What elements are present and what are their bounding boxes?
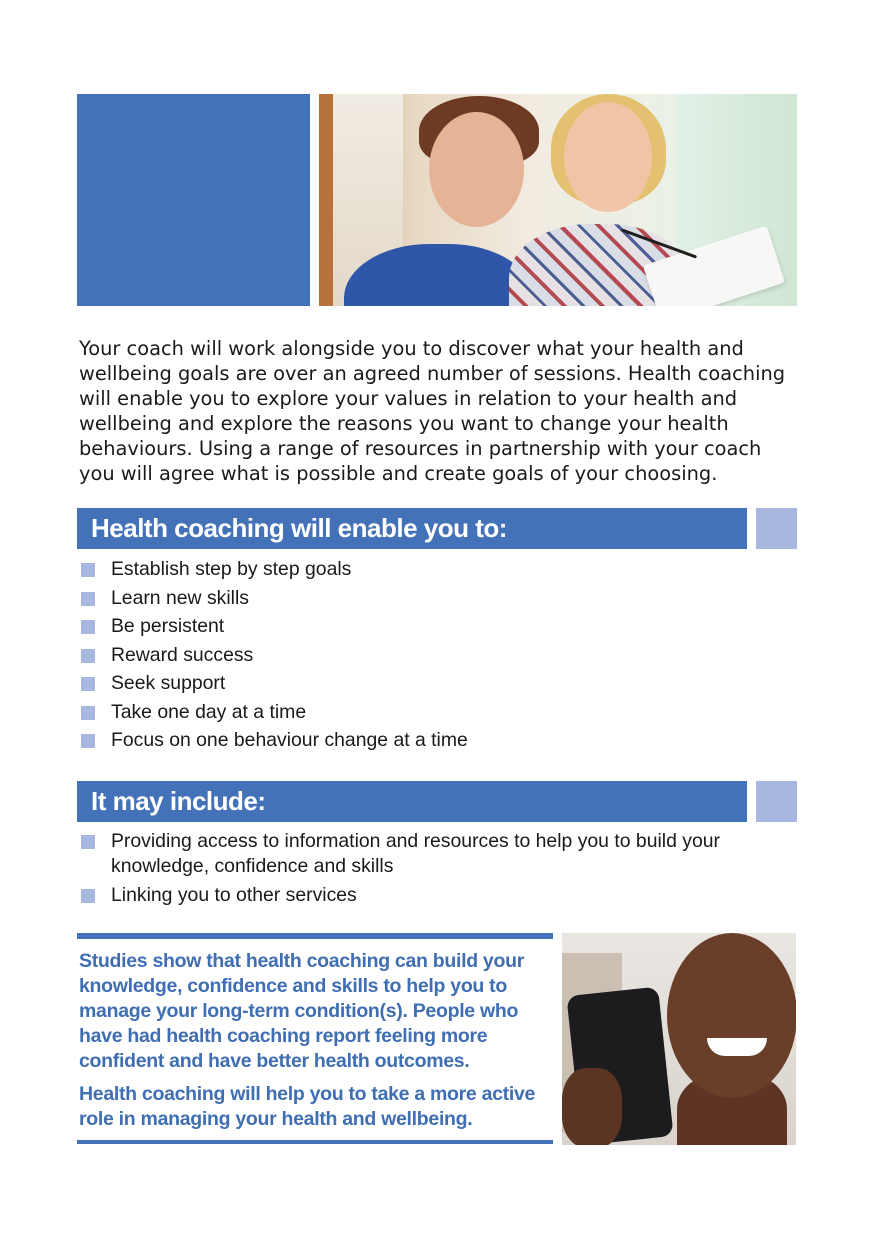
- list-item-text: Linking you to other services: [111, 884, 357, 906]
- section1-accent-square: [756, 508, 797, 549]
- photo-person2-head: [564, 102, 652, 212]
- list-item: [79, 586, 799, 615]
- list-item-text: Focus on one behaviour change at a time: [111, 729, 468, 751]
- bullet-square-icon: [81, 649, 95, 663]
- bullet-square-icon: [81, 835, 95, 849]
- photo-woman-smiling-at-phone: [562, 933, 796, 1145]
- section1-heading: Health coaching will enable you to:: [91, 513, 507, 543]
- section1-list: [79, 557, 799, 757]
- photo-person1-head: [429, 112, 524, 227]
- photo-person-hand: [562, 1068, 622, 1145]
- bullet-square-icon: [81, 677, 95, 691]
- list-item-text: Be persistent: [111, 615, 225, 637]
- photo-person-smile: [707, 1038, 767, 1056]
- list-item-text: Reward success: [111, 643, 254, 666]
- bullet-square-icon: [81, 706, 95, 720]
- photo-two-women-reviewing-notes: [319, 94, 797, 306]
- list-item: [79, 728, 799, 757]
- list-item-text: Learn new skills: [111, 586, 249, 609]
- bullet-square-icon: [81, 563, 95, 577]
- list-item: [79, 700, 799, 729]
- section2-heading: It may include:: [91, 786, 266, 816]
- callout-bottom-rule: [77, 1140, 553, 1144]
- list-item-text: Take one day at a time: [111, 700, 307, 723]
- list-item: [79, 557, 799, 586]
- intro-paragraph: Your coach will work alongside you to discover what your health and wellbeing goals are over an agreed number of sessions. Health coaching will enable you to explore your values in relation to your health and wellbeing and explore the reasons you want to change your health behaviours. Using a range of resources in partnership with your coach you will agree what is possible and create goals of your choosing.: [79, 337, 786, 485]
- bullet-square-icon: [81, 620, 95, 634]
- callout-top-rule: [77, 933, 553, 939]
- decorative-blue-block: [77, 94, 310, 306]
- bullet-square-icon: [81, 889, 95, 903]
- list-item: [79, 829, 799, 879]
- section2-list: [79, 829, 799, 912]
- callout-paragraph-2: Health coaching will help you to take a more active role in managing your health and wellbeing.: [79, 1083, 536, 1130]
- callout-paragraph-1: Studies show that health coaching can build your knowledge, confidence and skills to help you to manage your long-term condition(s). People who have had health coaching report feeling more confident and have better health outcomes.: [79, 950, 524, 1072]
- section2-accent-square: [756, 781, 797, 822]
- list-item-text: Providing access to information and resources to help you to build your knowledge, confidence and skills: [111, 830, 720, 877]
- bullet-square-icon: [81, 734, 95, 748]
- callout-box: [79, 949, 555, 1140]
- list-item-text: Seek support: [111, 672, 226, 694]
- list-item: [79, 883, 799, 908]
- list-item: [79, 671, 799, 700]
- list-item: [79, 614, 799, 643]
- list-item-text: Establish step by step goals: [111, 558, 352, 580]
- list-item: [79, 643, 799, 672]
- section2-heading-bar: [77, 781, 747, 822]
- photo-person-face: [667, 933, 796, 1098]
- photo-door-frame: [319, 94, 333, 306]
- bullet-square-icon: [81, 592, 95, 606]
- section1-heading-bar: [77, 508, 747, 549]
